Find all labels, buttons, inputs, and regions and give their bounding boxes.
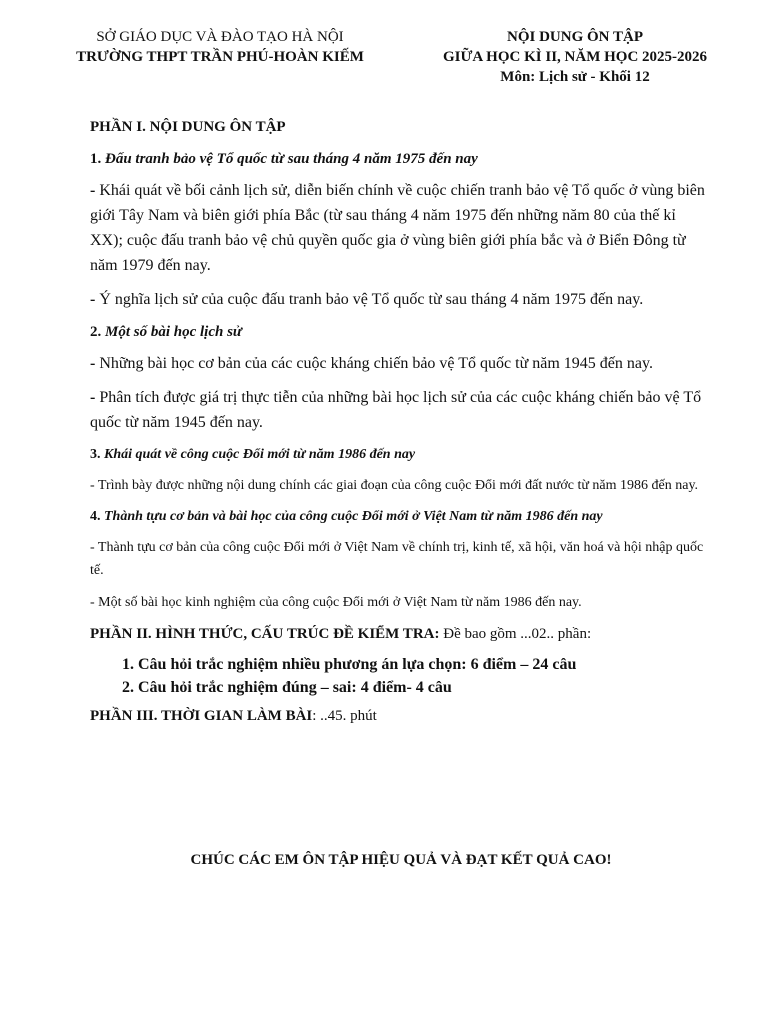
section-heading: Khái quát về công cuộc Đổi mới từ năm 1986 đến nay <box>104 447 416 462</box>
section-heading: Thành tựu cơ bản và bài học của công cuộc Đổi mới ở Việt Nam từ năm 1986 đến nay <box>104 509 603 524</box>
document-title: NỘI DUNG ÔN TẬP <box>507 29 643 45</box>
document-title-block <box>410 27 740 87</box>
section-number: 1. <box>90 151 102 167</box>
item-text: Trình bày được những nội dung chính các giai đoạn của công cuộc Đổi mới đất nước từ năm 1986 đến nay. <box>97 478 699 493</box>
school-header <box>50 27 390 67</box>
part1-title: PHẦN I. NỘI DUNG ÔN TẬP <box>90 119 286 135</box>
section-number: 3. <box>90 447 101 462</box>
question-type-list <box>90 653 710 699</box>
section1-item: - Khái quát về bối cảnh lịch sử, diễn biến chính về cuộc chiến tranh bảo vệ Tổ quốc ở vùng biên giới Tây Nam và biên giới phía Bắc (từ sau tháng 4 năm 1975 đến những năm 80 của thế kỉ XX); cuộc đấu tranh bảo vệ chủ quyền quốc gia ở vùng biên giới phía bắc và ở Biển Đông từ năm 1979 đến nay. <box>90 182 705 274</box>
section1-title <box>90 148 710 170</box>
item-text: Khái quát về bối cảnh lịch sử, diễn biến chính về cuộc chiến tranh bảo vệ Tổ quốc ở vùng biên giới Tây Nam và biên giới phía Bắc (từ sau tháng 4 năm 1975 đến những năm 80 của thế kỉ XX); cuộc đấu tranh bảo vệ chủ quyền quốc gia ở vùng biên giới phía bắc và ở Biển Đông từ năm 1979 đến nay. <box>90 182 705 274</box>
item-text: Ý nghĩa lịch sử của cuộc đấu tranh bảo vệ Tổ quốc từ sau tháng 4 năm 1975 đến nay. <box>99 291 644 308</box>
item-text: Một số bài học kinh nghiệm của công cuộc Đổi mới ở Việt Nam từ năm 1986 đến nay. <box>98 595 582 610</box>
section2-item: - Phân tích được giá trị thực tiễn của những bài học lịch sử của các cuộc kháng chiến bảo vệ Tổ quốc từ năm 1945 đến nay. <box>90 389 702 431</box>
part3-description: : ..45. phút <box>312 708 377 724</box>
item-text: Thành tựu cơ bản của công cuộc Đổi mới ở Việt Nam về chính trị, kinh tế, xã hội, văn hoá và hội nhập quốc tế. <box>90 540 704 578</box>
item-text: Phân tích được giá trị thực tiễn của những bài học lịch sử của các cuộc kháng chiến bảo vệ Tổ quốc từ năm 1945 đến nay. <box>90 389 702 431</box>
school-name: TRƯỜNG THPT TRẦN PHÚ-HOÀN KIẾM <box>76 49 364 65</box>
section-number: 4. <box>90 509 101 524</box>
section4-item: - Một số bài học kinh nghiệm của công cuộc Đổi mới ở Việt Nam từ năm 1986 đến nay. <box>90 595 582 610</box>
part3-heading <box>90 705 710 727</box>
section4-title <box>90 506 710 528</box>
section4-item: - Thành tựu cơ bản của công cuộc Đổi mới ở Việt Nam về chính trị, kinh tế, xã hội, văn hoá và hội nhập quốc tế. <box>90 540 704 578</box>
closing-message: CHÚC CÁC EM ÔN TẬP HIỆU QUẢ VÀ ĐẠT KẾT QUẢ CAO! <box>190 852 612 868</box>
section-heading: Đấu tranh bảo vệ Tổ quốc từ sau tháng 4 năm 1975 đến nay <box>105 151 478 167</box>
list-item: 1. Câu hỏi trắc nghiệm nhiều phương án lựa chọn: 6 điểm – 24 câu <box>138 653 710 676</box>
item-text: Những bài học cơ bản của các cuộc kháng chiến bảo vệ Tổ quốc từ năm 1945 đến nay. <box>99 355 653 372</box>
document-term: GIỮA HỌC KÌ II, NĂM HỌC 2025-2026 <box>442 49 708 65</box>
section-heading: Một số bài học lịch sử <box>105 324 242 340</box>
part2-description: Đề bao gồm ...02.. phần: <box>439 626 592 642</box>
part2-title: PHẦN II. HÌNH THỨC, CẤU TRÚC ĐỀ KIỂM TRA: <box>90 626 440 642</box>
department-name: SỞ GIÁO DỤC VÀ ĐÀO TẠO HÀ NỘI <box>96 29 344 45</box>
section2-item: - Những bài học cơ bản của các cuộc kháng chiến bảo vệ Tổ quốc từ năm 1945 đến nay. <box>90 355 653 372</box>
part2-heading <box>90 623 710 645</box>
section2-title <box>90 321 710 343</box>
section3-item: - Trình bày được những nội dung chính các giai đoạn của công cuộc Đổi mới đất nước từ năm 1986 đến nay. <box>90 478 699 493</box>
list-item: 2. Câu hỏi trắc nghiệm đúng – sai: 4 điểm- 4 câu <box>138 676 710 699</box>
section-number: 2. <box>90 324 102 340</box>
section1-item: - Ý nghĩa lịch sử của cuộc đấu tranh bảo vệ Tổ quốc từ sau tháng 4 năm 1975 đến nay. <box>90 291 644 308</box>
section3-title <box>90 444 710 466</box>
document-body <box>90 116 710 735</box>
document-subject: Môn: Lịch sử - Khối 12 <box>500 69 650 85</box>
part3-title: PHẦN III. THỜI GIAN LÀM BÀI <box>90 708 313 724</box>
